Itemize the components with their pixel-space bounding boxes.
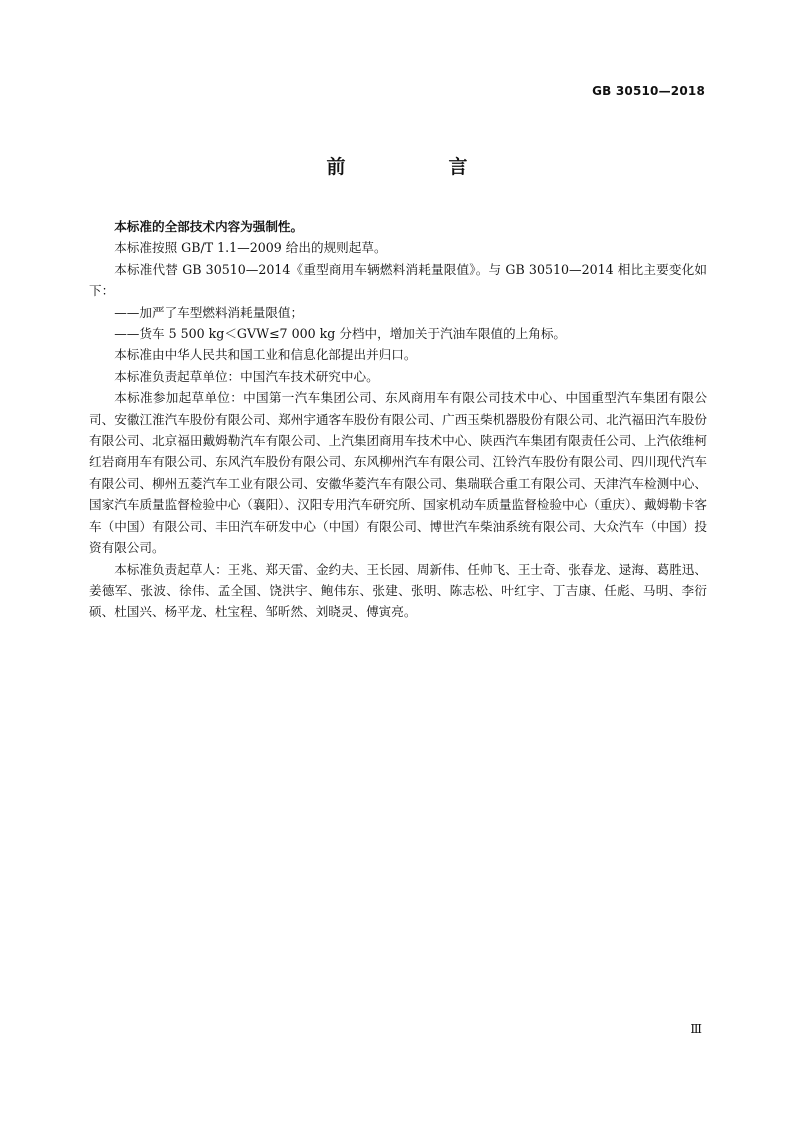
standard-number: GB 30510—2018 [592,84,705,98]
responsible-drafter-paragraph: 本标准负责起草单位：中国汽车技术研究中心。 [114,368,379,384]
mandatory-statement: 本标准的全部技术内容为强制性。 [114,219,304,234]
drafting-rules-paragraph: 本标准按照 GB/T 1.1—2009 给出的规则起草。 [114,240,387,256]
page-title: 前 言 [326,156,510,178]
change-item-1: ——加严了车型燃料消耗量限值； [114,304,304,320]
page-number: Ⅲ [690,1022,702,1036]
foreword-body [89,216,707,623]
participating-units-paragraph: 本标准参加起草单位：中国第一汽车集团公司、东风商用车有限公司技术中心、中国重型汽车集团有限公司、安徽江淮汽车股份有限公司、郑州宇通客车股份有限公司、广西玉柴机器股份有限公司、北汽福田汽车股份有限公司、北京福田戴姆勒汽车有限公司、上汽集团商用车技术中心、陕西汽车集团有限责任公司、上汽依维柯红岩商用车有限公司、东风汽车股份有限公司、东风柳州汽车有限公司、江铃汽车股份有限公司、四川现代汽车有限公司、柳州五菱汽车工业有限公司、安徽华菱汽车有限公司、集瑞联合重工有限公司、天津汽车检测中心、国家汽车质量监督检验中心（襄阳）、汉阳专用汽车研究所、国家机动车质量监督检验中心（重庆）、戴姆勒卡客车（中国）有限公司、丰田汽车研发中心（中国）有限公司、博世汽车柴油系统有限公司、大众汽车（中国）投资有限公司。 [89,390,707,556]
proposer-paragraph: 本标准由中华人民共和国工业和信息化部提出并归口。 [114,347,417,363]
drafters-paragraph: 本标准负责起草人：王兆、郑天雷、金约夫、王长园、周新伟、任帅飞、王士奇、张春龙、逯海、葛胜迅、姜德军、张波、徐伟、孟全国、饶洪宇、鲍伟东、张建、张明、陈志松、叶红宇、丁吉康、任彪、马明、李衍硕、杜国兴、杨平龙、杜宝程、邹昕然、刘晓灵、傅寅亮。 [89,561,707,620]
replacement-paragraph: 本标准代替 GB 30510—2014《重型商用车辆燃料消耗量限值》。与 GB 30510—2014 相比主要变化如下： [89,261,707,299]
change-item-2: ——货车 5 500 kg＜GVW≤7 000 kg 分档中，增加关于汽油车限值的上角标。 [114,326,567,342]
